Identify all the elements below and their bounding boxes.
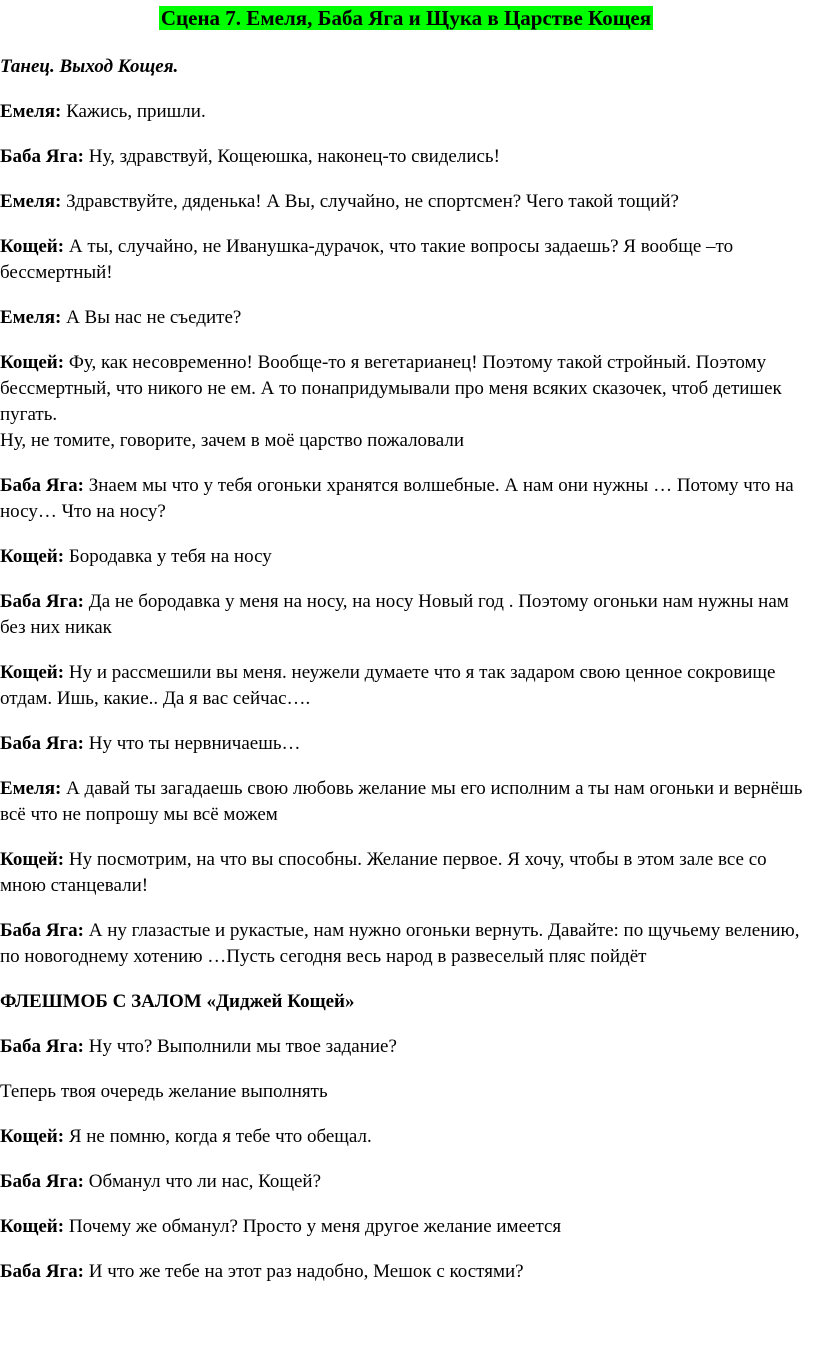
dialogue-line [0, 918, 812, 970]
line-text: А ну глазастые и рукастые, нам нужно огоньки вернуть. Давайте: по щучьему велению, по новогоднему хотению …Пусть сегодня весь народ в развеселый пляс пойдёт [0, 920, 800, 967]
speaker-name: Кощей: [0, 546, 65, 567]
dialogue-line [0, 544, 812, 570]
dialogue-continued [0, 1034, 812, 1285]
dialogue-line [0, 1034, 812, 1060]
dialogue-line [0, 1259, 812, 1285]
speaker-name: Кощей: [0, 236, 65, 257]
dialogue-line [0, 144, 812, 170]
line-text: Ну посмотрим, на что вы способны. Желание первое. Я хочу, чтобы в этом зале все со мною станцевали! [0, 849, 767, 896]
speaker-name: Емеля: [0, 307, 62, 328]
dialogue-line [0, 1124, 812, 1150]
line-text: Ну и рассмешили вы меня. неужели думаете что я так задаром свою ценное сокровище отдам. Ишь, какие.. Да я вас сейчас…. [0, 662, 776, 709]
speaker-name: Баба Яга: [0, 920, 84, 941]
speaker-name: Баба Яга: [0, 1171, 84, 1192]
line-text: А давай ты загадаешь свою любовь желание мы его исполним а ты нам огоньки и вернёшь всё что не попрошу мы всё можем [0, 778, 803, 825]
dialogue-line [0, 473, 812, 525]
speaker-name: Баба Яга: [0, 1036, 84, 1057]
dialogue-line [0, 1214, 812, 1240]
dialogue-line [0, 189, 812, 215]
dialogue-line [0, 660, 812, 712]
speaker-name: Баба Яга: [0, 1261, 84, 1282]
dialogue-line [0, 350, 812, 454]
line-text: Ну, здравствуй, Кощеюшка, наконец-то свиделись! [88, 146, 500, 167]
speaker-name: Кощей: [0, 1216, 65, 1237]
line-text: Теперь твоя очередь желание выполнять [0, 1081, 328, 1102]
dialogue-line [0, 776, 812, 828]
dialogue-line [0, 589, 812, 641]
flashmob-heading: ФЛЕШМОБ С ЗАЛОМ «Диджей Кощей» [0, 991, 355, 1012]
line-text: Обманул что ли нас, Кощей? [88, 1171, 322, 1192]
line-text: А Вы нас не съедите? [66, 307, 242, 328]
line-text: Здравствуйте, дяденька! А Вы, случайно, не спортсмен? Чего такой тощий? [66, 191, 679, 212]
line-text: Бородавка у тебя на носу [68, 546, 272, 567]
dialogue-line [0, 847, 812, 899]
speaker-name: Емеля: [0, 101, 62, 122]
line-text: Да не бородавка у меня на носу, на носу Новый год . Поэтому огоньки нам нужны нам без них никак [0, 591, 789, 638]
speaker-name: Кощей: [0, 352, 65, 373]
scene-title: Сцена 7. Емеля, Баба Яга и Щука в Царстве Кощея [160, 6, 652, 30]
line-text-extra: Ну, не томите, говорите, зачем в моё царство пожаловали [0, 430, 465, 451]
speaker-name: Баба Яга: [0, 146, 84, 167]
line-text: Я не помню, когда я тебе что обещал. [68, 1126, 372, 1147]
speaker-name: Емеля: [0, 191, 62, 212]
title-row [0, 0, 812, 36]
speaker-name: Баба Яга: [0, 475, 84, 496]
line-text: А ты, случайно, не Иванушка-дурачок, что такие вопросы задаешь? Я вообще –то бессмертный! [0, 236, 734, 283]
line-text: Знаем мы что у тебя огоньки хранятся волшебные. А нам они нужны … Потому что на носу… Что на носу? [0, 475, 794, 522]
speaker-name: Кощей: [0, 1126, 65, 1147]
line-text: Фу, как несовременно! Вообще-то я вегетарианец! Поэтому такой стройный. Поэтому бессмертный, что никого не ем. А то понапридумывали про меня всяких сказочек, чтоб детишек пугать. [0, 352, 782, 425]
line-text: Ну что ты нервничаешь… [88, 733, 301, 754]
dialogue-line [0, 1169, 812, 1195]
dialogue-line [0, 234, 812, 286]
dialogue [0, 99, 812, 970]
stage-direction: Танец. Выход Кощея. [0, 56, 179, 77]
line-text: Почему же обманул? Просто у меня другое желание имеется [68, 1216, 562, 1237]
dialogue-line [0, 99, 812, 125]
speaker-name: Кощей: [0, 662, 65, 683]
dialogue-line [0, 305, 812, 331]
speaker-name: Кощей: [0, 849, 65, 870]
speaker-name: Баба Яга: [0, 733, 84, 754]
line-text: Ну что? Выполнили мы твое задание? [88, 1036, 397, 1057]
dialogue-line [0, 1079, 812, 1105]
line-text: И что же тебе на этот раз надобно, Мешок с костями? [88, 1261, 524, 1282]
speaker-name: Баба Яга: [0, 591, 84, 612]
line-text: Кажись, пришли. [66, 101, 206, 122]
speaker-name: Емеля: [0, 778, 62, 799]
dialogue-line [0, 731, 812, 757]
